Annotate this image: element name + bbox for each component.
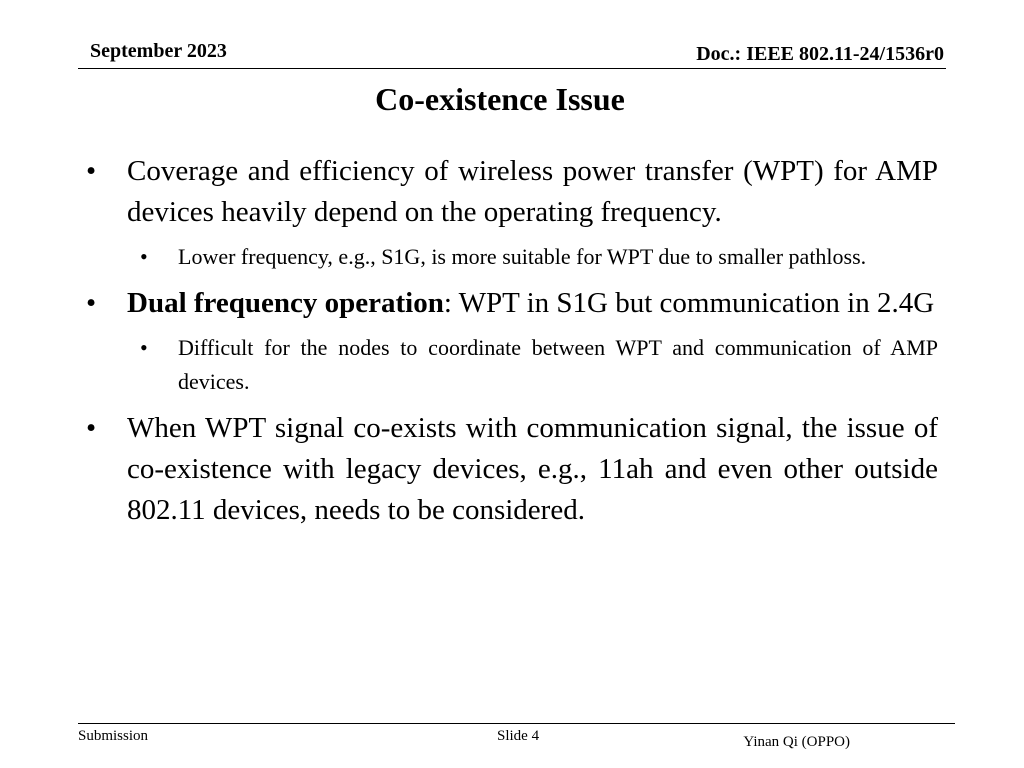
bullet-coexistence <box>86 408 938 531</box>
bullet-text: When WPT signal co-exists with communication signal, the issue of co-existence with legacy devices, e.g., 11ah and even other outside 802.11 devices, needs to be considered. <box>127 412 938 526</box>
bullet-wpt-frequency <box>86 151 938 233</box>
header-doc-number: Doc.: IEEE 802.11-24/1536r0 <box>696 43 944 65</box>
footer-submission: Submission <box>78 728 149 744</box>
slide-title: Co-existence Issue <box>375 81 625 117</box>
sub-bullet-text: Lower frequency, e.g., S1G, is more suitable for WPT due to smaller pathloss. <box>178 244 867 269</box>
slide-body <box>86 151 938 531</box>
sub-bullet-coordination <box>86 331 938 399</box>
bullet-marker: • <box>86 287 97 319</box>
sub-bullet-lower-frequency <box>86 240 938 274</box>
footer-slide-number: Slide 4 <box>497 728 540 744</box>
sub-bullet-marker: • <box>140 244 148 269</box>
bullet-bold-term: Dual frequency operation <box>127 287 444 319</box>
footer-author: Yinan Qi (OPPO) <box>743 734 850 750</box>
sub-bullet-text: Difficult for the nodes to coordinate between WPT and communication of AMP devices. <box>178 335 938 394</box>
sub-bullet-marker: • <box>140 335 148 360</box>
footer-divider <box>78 723 955 724</box>
header-divider <box>78 68 946 69</box>
header-date: September 2023 <box>90 40 227 62</box>
bullet-text: : WPT in S1G but communication in 2.4G <box>443 287 935 319</box>
bullet-text: Coverage and efficiency of wireless power transfer (WPT) for AMP devices heavily depend on the operating frequency. <box>127 155 938 228</box>
bullet-marker: • <box>86 155 97 187</box>
bullet-dual-frequency <box>86 283 938 324</box>
bullet-marker: • <box>86 412 97 444</box>
